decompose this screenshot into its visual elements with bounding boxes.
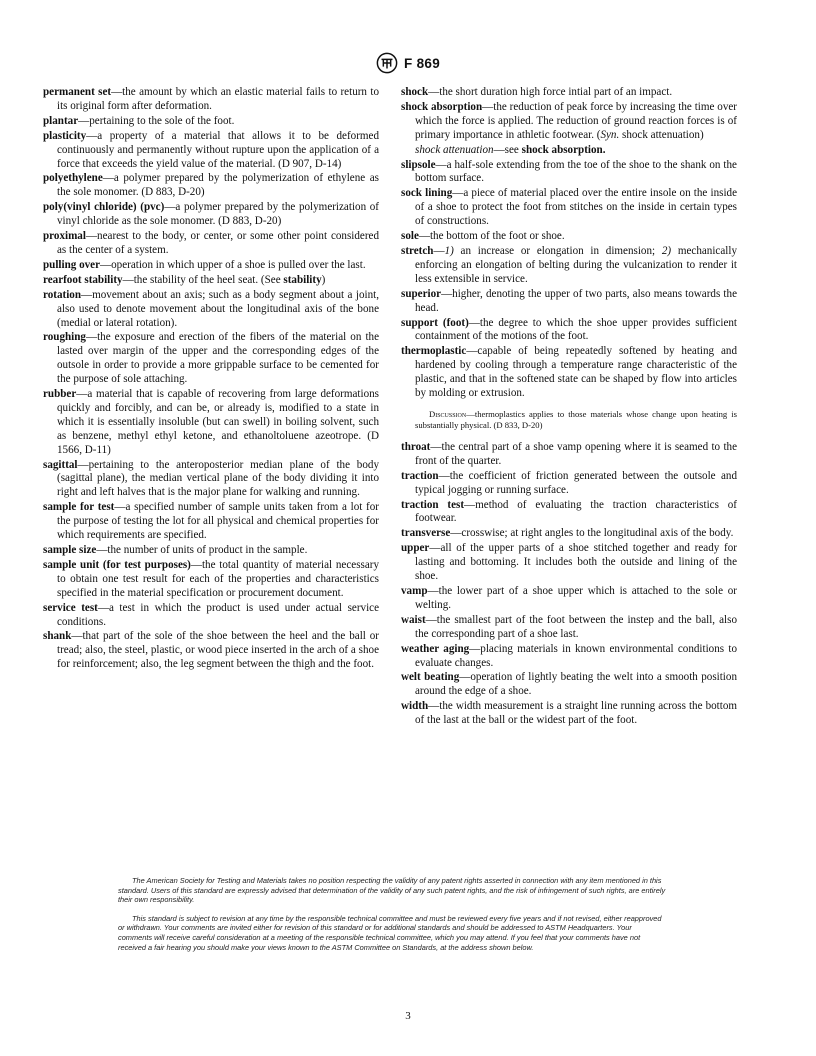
term: superior — [401, 287, 442, 300]
definition-entry — [401, 159, 737, 187]
definition-entry — [401, 470, 737, 498]
entry-group — [401, 288, 737, 401]
term: welt beating — [401, 671, 460, 684]
revision-notice: This standard is subject to revision at any time by the responsible technical committee and must be reviewed every five years and if not revised, either reapproved or withdrawn. Your comments are invited either for revision of this standard or for additional standards and should be addressed to ASTM Headquarters. Your comments will receive careful consideration at a meeting of the responsible technical committee, which you may attend. If you feel that your comments have not received a fair hearing you should make your views known to the ASTM Committee on Standards, at the address shown below. — [118, 913, 662, 952]
term: transverse — [401, 527, 451, 540]
definition-part: mechanically enforcing an elongation of belting during the vulcanization to render it less extensible in service. — [415, 244, 737, 285]
definition-entry — [43, 274, 379, 288]
definition-entry — [401, 86, 737, 100]
definition-entry — [401, 345, 737, 401]
term: vamp — [401, 585, 428, 597]
see-text: —see — [493, 143, 522, 156]
dash: — — [433, 244, 445, 257]
definition-entry — [43, 501, 379, 543]
term: thermoplastic — [401, 345, 467, 358]
definition-entry — [43, 602, 379, 630]
definition-entry — [43, 86, 379, 114]
synonym-label: Syn. — [600, 128, 620, 141]
term: rotation — [43, 288, 82, 301]
definition: —a material that is capable of recovering from large deformations quickly and forcibly, and can be, or already is, modified to a state in which it is essentially insoluble (but can swell) in boiling solvent, such as benzene, methyl ethyl ketone, and ethanoltoluene azeotrope. (D 1566, D-11) — [57, 388, 379, 456]
term: shock absorption — [401, 100, 483, 113]
definition: —operation of lightly beating the welt into a smooth position around the edge of a shoe. — [415, 671, 737, 698]
definition: —pertaining to the sole of the foot. — [78, 114, 235, 127]
definition: —nearest to the body, or center, or some other point considered as the center of a system. — [57, 230, 379, 256]
definition-entry — [401, 643, 737, 671]
term: roughing — [43, 331, 86, 344]
definition-end: shock attenuation) — [619, 128, 704, 141]
term: sagittal — [43, 458, 78, 471]
definition: —that part of the sole of the shoe between the heel and the ball or tread; also, the steel, plastic, or wood piece inserted in the arch of a shoe for reinforcement; also, the leg segment between the thigh and the foot. — [57, 630, 379, 671]
term: plasticity — [43, 129, 87, 142]
definition-entry — [43, 459, 379, 501]
definition: —the exposure and erection of the fibers of the material on the lasted over margin of the upper and the corresponding edges of the outsole in order to provide a more grippable surface to be cemented for the purpose of sole attaching. — [57, 331, 379, 386]
term: weather aging — [401, 642, 470, 655]
definition-entry — [401, 542, 737, 584]
definition-entry — [401, 700, 737, 728]
term: waist — [401, 613, 426, 626]
definition-entry — [43, 559, 379, 601]
definition: —the degree to which the shoe upper provides sufficient containment of the motions of the foot. — [415, 316, 738, 343]
term: sample size — [43, 544, 97, 556]
definition-entry — [401, 585, 737, 613]
term: service test — [43, 601, 98, 614]
definition-entry — [401, 614, 737, 642]
definition: —the coefficient of friction generated between the outsole and typical jogging or running surface. — [415, 469, 737, 496]
right-column — [401, 86, 737, 729]
definition: —a specified number of sample units taken from a lot for the purpose of testing the lot for all physical and chemical properties for which requirements are specified. — [57, 501, 379, 542]
definition-entry — [401, 317, 737, 345]
term: rubber — [43, 388, 77, 401]
definition-entry — [43, 630, 379, 672]
definition: —the total quantity of material necessary to obtain one test result for each of the properties and characteristics specified in the material specification or procurement document. — [57, 558, 379, 599]
discussion-text: —thermoplastics applies to those materials whose change upon heating is substantially physical. (D 833, D-20) — [415, 408, 737, 431]
discussion-label: Discussion — [429, 408, 467, 419]
definition: —the number of units of product in the sample. — [96, 544, 308, 556]
definition: —a test in which the product is used under actual service conditions. — [57, 601, 379, 628]
entry-group — [401, 441, 737, 728]
term: traction test — [401, 498, 465, 511]
definition-entry — [401, 187, 737, 229]
definition: —the lower part of a shoe upper which is attached to the sole or welting. — [415, 585, 737, 611]
definition-entry — [401, 101, 737, 143]
definition-entry — [401, 499, 737, 527]
definition-entry — [43, 172, 379, 200]
definition-entry — [401, 245, 737, 287]
term: sample unit (for test purposes) — [43, 558, 191, 571]
term: pulling over — [43, 258, 101, 271]
definition: —operation in which upper of a shoe is pulled over the last. — [100, 258, 366, 271]
patent-notice: The American Society for Testing and Materials takes no position respecting the validity of any patent rights asserted in connection with any item mentioned in this standard. Users of this standard are expressly advised that determination of the validity of any such patent rights, and the risk of infringement of such rights, are entirely their own responsibility. — [118, 876, 666, 905]
term: upper — [401, 542, 430, 555]
definition: —the short duration high force intial part of an impact. — [428, 86, 673, 98]
footer-notices — [118, 876, 666, 961]
definition-entry — [401, 230, 737, 244]
term: slipsole — [401, 158, 436, 171]
term: traction — [401, 469, 439, 482]
definition: —movement about an axis; such as a body segment about a joint, also used to denote movement about the longitudinal axis of the bone (medial or lateral rotation). — [57, 288, 379, 329]
referenced-term: stability — [283, 273, 322, 286]
standard-designation: F 869 — [403, 55, 441, 71]
definition: —higher, denoting the upper of two parts, also means towards the head. — [415, 287, 737, 314]
definition-entry — [401, 288, 737, 316]
entry-group — [401, 159, 737, 244]
definition: —the smallest part of the foot between the instep and the ball, also the corresponding part of a shoe last. — [415, 613, 737, 640]
definition: —the amount by which an elastic material fails to return to its original form after deformation. — [57, 86, 379, 112]
definition-entry — [43, 230, 379, 258]
term: proximal — [43, 230, 86, 243]
definition: —placing materials in known environmental conditions to evaluate changes. — [415, 642, 737, 669]
term: width — [401, 700, 429, 713]
definition: —crosswise; at right angles to the longitudinal axis of the body. — [450, 527, 734, 540]
definition-entry — [43, 201, 379, 229]
definition: —the reduction of peak force by increasing the time over which the force is applied. The reduction of ground reaction forces is of primary importance in athletic footwear. ( — [415, 100, 737, 141]
definition: —a polymer prepared by the polymerization of vinyl chloride as the sole monomer. (D 883, D-20) — [57, 201, 380, 228]
term: rearfoot stability — [43, 273, 123, 286]
term: sample for test — [43, 501, 115, 514]
page-header — [0, 52, 816, 74]
term: sock lining — [401, 187, 453, 200]
definition-part: an increase or elongation in dimension; — [453, 244, 662, 257]
term: shock — [401, 86, 429, 98]
item-number: 2) — [661, 244, 672, 257]
definition: —a polymer prepared by the polymerization of ethylene as the sole monomer. (D 883, D-20) — [57, 172, 379, 199]
cross-reference — [401, 144, 737, 158]
definition-entry — [43, 259, 379, 273]
definition: —the width measurement is a straight line running across the bottom of the last at the ball or the widest part of the foot. — [415, 700, 737, 727]
definition-entry — [401, 441, 737, 469]
definition-entry — [43, 130, 379, 172]
definition: —capable of being repeatedly softened by heating and hardened by cooling through a temperature range characteristic of the plastic, and that in the softened state can be shaped by flow into articles by molding or extrusion. — [415, 345, 737, 400]
definition: —a piece of material placed over the entire insole on the inside of a shoe to protect the foot from stitches on the inside in certain types of constructions. — [415, 187, 737, 228]
item-number: 1) — [444, 244, 454, 257]
term: sole — [401, 230, 419, 243]
astm-logo-icon — [376, 52, 398, 74]
definition: —a half-sole extending from the toe of the shoe to the shank on the bottom surface. — [415, 158, 737, 185]
term: poly(vinyl chloride) (pvc) — [43, 201, 165, 214]
term: shock attenuation — [415, 143, 494, 156]
term: shank — [43, 630, 72, 643]
definition: —the stability of the heel seat. (See — [122, 273, 284, 286]
term: stretch — [401, 244, 434, 257]
definition: —the bottom of the foot or shoe. — [418, 230, 565, 243]
definition-entry — [43, 388, 379, 458]
term: throat — [401, 440, 431, 453]
definition-entry — [43, 331, 379, 387]
definition-entry — [43, 115, 379, 129]
definition-end: ) — [321, 273, 326, 286]
definition: —pertaining to the anteroposterior median plane of the body (sagittal plane), the median vertical plane of the body dividing it into right and left halves that is the major plane for walking and running. — [57, 458, 379, 499]
definition: —all of the upper parts of a shoe stitched together and ready for lasting and bottoming. It includes both the outside and lining of the shoe. — [415, 542, 737, 583]
definition-entry — [401, 527, 737, 541]
discussion-note — [415, 409, 737, 432]
definition: —method of evaluating the traction characteristics of footwear. — [415, 498, 737, 525]
term: permanent set — [43, 86, 112, 98]
definition-entry — [43, 289, 379, 331]
page-number: 3 — [405, 1010, 411, 1022]
left-column — [43, 86, 379, 673]
definition-entry — [43, 544, 379, 558]
definition: —a property of a material that allows it to be deformed continuously and permanently without rupture upon the application of a force that exceeds the yield value of the material. (D 907, D-14) — [57, 129, 379, 170]
definition: —the central part of a shoe vamp opening where it is seamed to the front of the quarter. — [415, 440, 737, 467]
referenced-term: shock absorption. — [521, 143, 606, 156]
term: polyethylene — [43, 172, 103, 185]
term: support (foot) — [401, 316, 469, 329]
definition-entry — [401, 671, 737, 699]
term: plantar — [43, 114, 79, 127]
